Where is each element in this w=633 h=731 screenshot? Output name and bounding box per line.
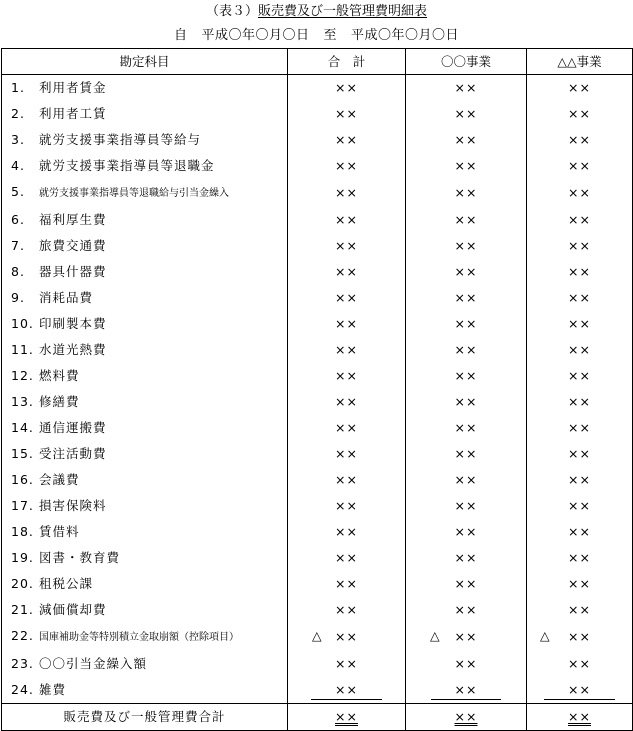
total-label: 販売費及び一般管理費合計 — [2, 704, 288, 731]
row-value-text: ×× — [454, 185, 478, 200]
table-row — [2, 179, 633, 207]
period-to-date: 平成〇年〇月〇日 — [351, 28, 460, 43]
row-value — [406, 311, 527, 337]
row-value-text: ×× — [568, 158, 591, 173]
row-value-text: ×× — [335, 342, 358, 357]
row-value-text: ×× — [335, 238, 358, 253]
row-number: 2. — [11, 106, 25, 121]
row-value-text: ×× — [454, 629, 478, 644]
row-value-text: ×× — [454, 80, 478, 95]
row-value — [288, 389, 406, 415]
row-value-text: ×× — [568, 238, 591, 253]
row-value — [406, 519, 527, 545]
row-value — [288, 467, 406, 493]
row-value — [406, 467, 527, 493]
row-value — [527, 415, 633, 441]
table-row — [2, 677, 633, 704]
row-value — [288, 207, 406, 233]
table-row — [2, 623, 633, 651]
row-value-text: ×× — [335, 524, 358, 539]
row-value — [288, 571, 406, 597]
row-label — [2, 233, 288, 259]
row-value — [288, 441, 406, 467]
row-value-text: ×× — [568, 629, 591, 644]
row-value-text: ×× — [335, 158, 358, 173]
row-account-name: 燃料費 — [39, 368, 80, 383]
row-value-text: ×× — [454, 290, 478, 305]
row-value-text: ×× — [335, 472, 358, 487]
row-account-name: 図書・教育費 — [39, 550, 121, 565]
total-value-text: ×× — [335, 709, 358, 724]
total-value-text: ×× — [568, 709, 591, 724]
table-row — [2, 651, 633, 677]
row-value — [406, 597, 527, 623]
negative-mark-icon: △ — [312, 628, 323, 643]
row-value-text: ×× — [568, 576, 591, 591]
row-label — [2, 259, 288, 285]
row-value-text: ×× — [568, 132, 591, 147]
row-value — [527, 337, 633, 363]
row-label — [2, 677, 288, 704]
row-value-text: ×× — [568, 185, 591, 200]
row-value — [406, 285, 527, 311]
row-label — [2, 179, 288, 207]
header-account: 勘定科目 — [2, 49, 288, 75]
row-value — [527, 651, 633, 677]
table-row — [2, 363, 633, 389]
row-number: 9. — [11, 290, 25, 305]
row-value-text: ×× — [335, 420, 358, 435]
row-label — [2, 519, 288, 545]
row-value-text: ×× — [335, 80, 358, 95]
row-value-text: ×× — [568, 316, 591, 331]
row-number: 23. — [11, 656, 34, 671]
row-value — [527, 441, 633, 467]
row-value-text: ×× — [335, 132, 358, 147]
row-account-name: 賃借料 — [39, 524, 80, 539]
row-value — [288, 75, 406, 102]
row-value — [527, 597, 633, 623]
row-value — [406, 677, 527, 704]
table-row — [2, 285, 633, 311]
row-account-name: 旅費交通費 — [39, 238, 107, 253]
row-value — [527, 493, 633, 519]
row-account-name: 就労支援事業指導員等給与 — [39, 132, 202, 147]
row-value — [406, 337, 527, 363]
table-row — [2, 101, 633, 127]
row-value-text: ×× — [568, 420, 591, 435]
row-value-text: ×× — [454, 212, 478, 227]
total-value — [527, 704, 633, 731]
header-total: 合 計 — [288, 49, 406, 75]
row-value — [527, 101, 633, 127]
row-value — [288, 415, 406, 441]
row-value — [288, 651, 406, 677]
row-number: 7. — [11, 238, 25, 253]
row-value — [406, 153, 527, 179]
table-row — [2, 467, 633, 493]
row-number: 17. — [11, 498, 34, 513]
row-value-text: ×× — [454, 238, 478, 253]
row-account-name: 通信運搬費 — [39, 420, 107, 435]
negative-mark-icon: △ — [540, 628, 551, 643]
table-body — [2, 75, 633, 731]
expense-table — [1, 48, 633, 731]
row-number: 14. — [11, 420, 34, 435]
row-value — [406, 233, 527, 259]
row-value-text: ×× — [568, 264, 591, 279]
row-value-text: ×× — [568, 212, 591, 227]
negative-mark-icon: △ — [430, 628, 441, 643]
row-value-text: ×× — [454, 550, 478, 565]
row-number: 13. — [11, 394, 34, 409]
row-number: 18. — [11, 524, 34, 539]
row-label — [2, 493, 288, 519]
row-number: 15. — [11, 446, 34, 461]
table-row — [2, 153, 633, 179]
row-value-text: ×× — [568, 656, 591, 671]
title-prefix: （表３） — [205, 4, 258, 19]
total-row — [2, 704, 633, 731]
row-value — [406, 389, 527, 415]
table-row — [2, 259, 633, 285]
row-number: 5. — [11, 184, 25, 199]
row-account-name: 印刷製本費 — [39, 316, 107, 331]
row-value-text: ×× — [335, 316, 358, 331]
row-account-name: 福利厚生費 — [39, 212, 107, 227]
row-account-name: 水道光熱費 — [39, 342, 107, 357]
row-value — [288, 153, 406, 179]
row-account-name: 就労支援事業指導員等退職金 — [39, 158, 215, 173]
row-value-text: ×× — [454, 342, 478, 357]
table-row — [2, 389, 633, 415]
table-row — [2, 571, 633, 597]
row-number: 20. — [11, 576, 34, 591]
row-value-text: ×× — [454, 158, 478, 173]
row-label — [2, 441, 288, 467]
row-value-text: ×× — [568, 677, 591, 703]
row-number: 16. — [11, 472, 34, 487]
table-row — [2, 233, 633, 259]
row-value-text: ×× — [335, 677, 358, 703]
row-value — [406, 179, 527, 207]
row-value — [527, 389, 633, 415]
row-number: 6. — [11, 212, 25, 227]
row-value — [406, 363, 527, 389]
period-to-label: 至 — [323, 28, 338, 43]
row-value — [527, 311, 633, 337]
row-value-text: ×× — [568, 394, 591, 409]
row-value — [406, 101, 527, 127]
row-account-name: 利用者賃金 — [39, 80, 107, 95]
row-value — [527, 571, 633, 597]
row-value-text: ×× — [568, 80, 591, 95]
row-value — [527, 363, 633, 389]
total-value — [288, 704, 406, 731]
row-value-text: ×× — [454, 446, 478, 461]
row-label — [2, 285, 288, 311]
row-account-name: 就労支援事業指導員等退職給与引当金繰入 — [39, 188, 229, 199]
row-account-name: 減価償却費 — [39, 602, 107, 617]
row-number: 1. — [11, 80, 25, 95]
row-label — [2, 75, 288, 102]
row-label — [2, 651, 288, 677]
row-number: 3. — [11, 132, 25, 147]
row-value — [406, 651, 527, 677]
row-account-name: 器具什器費 — [39, 264, 107, 279]
row-value-text: ×× — [454, 656, 478, 671]
row-value — [288, 285, 406, 311]
row-value — [288, 493, 406, 519]
row-value-text: ×× — [568, 106, 591, 121]
row-value — [527, 259, 633, 285]
row-value-text: ×× — [568, 498, 591, 513]
row-label — [2, 363, 288, 389]
row-value-text: ×× — [568, 602, 591, 617]
row-value-text: ×× — [454, 106, 478, 121]
row-label — [2, 311, 288, 337]
row-label — [2, 597, 288, 623]
row-value-text: ×× — [455, 677, 478, 703]
row-value-text: ×× — [454, 132, 478, 147]
row-value-text: ×× — [568, 342, 591, 357]
row-value-text: ×× — [335, 368, 358, 383]
row-account-name: 〇〇引当金繰入額 — [39, 656, 148, 671]
table-row — [2, 311, 633, 337]
total-value — [406, 704, 527, 731]
row-value — [288, 311, 406, 337]
row-value-text: ×× — [454, 316, 478, 331]
row-value — [406, 259, 527, 285]
row-label — [2, 623, 288, 651]
header-business-1: 〇〇事業 — [406, 49, 527, 75]
row-value-text: ×× — [454, 368, 478, 383]
row-value-text: ×× — [568, 290, 591, 305]
row-value — [288, 179, 406, 207]
row-value-text: ×× — [454, 524, 478, 539]
table-row — [2, 493, 633, 519]
row-value — [527, 127, 633, 153]
row-value — [406, 207, 527, 233]
row-account-name: 損害保険料 — [39, 498, 107, 513]
row-value — [527, 623, 633, 651]
period-from-label: 自 — [173, 28, 188, 43]
row-value-text: ×× — [568, 550, 591, 565]
row-value-text: ×× — [335, 264, 358, 279]
row-number: 22. — [11, 628, 34, 643]
row-account-name: 雑費 — [39, 682, 67, 697]
row-value — [406, 127, 527, 153]
row-value-text: ×× — [335, 629, 358, 644]
row-label — [2, 101, 288, 127]
row-number: 8. — [11, 264, 25, 279]
row-value — [406, 75, 527, 102]
row-value — [527, 207, 633, 233]
row-value — [288, 337, 406, 363]
row-account-name: 会議費 — [39, 472, 80, 487]
row-value — [527, 179, 633, 207]
table-row — [2, 337, 633, 363]
row-number: 11. — [11, 342, 34, 357]
row-value — [288, 127, 406, 153]
table-row — [2, 75, 633, 102]
table-row — [2, 597, 633, 623]
row-value — [288, 677, 406, 704]
row-value — [527, 545, 633, 571]
row-value-text: ×× — [568, 472, 591, 487]
row-number: 19. — [11, 550, 34, 565]
row-account-name: 修繕費 — [39, 394, 80, 409]
row-value — [527, 285, 633, 311]
row-account-name: 消耗品費 — [39, 290, 94, 305]
table-row — [2, 441, 633, 467]
row-label — [2, 127, 288, 153]
row-label — [2, 207, 288, 233]
row-value — [527, 75, 633, 102]
row-account-name: 受注活動費 — [39, 446, 107, 461]
row-value-text: ×× — [335, 576, 358, 591]
row-value — [406, 571, 527, 597]
row-value-text: ×× — [454, 394, 478, 409]
row-account-name: 国庫補助金等特別積立金取崩額（控除項目） — [39, 632, 239, 643]
row-value-text: ×× — [568, 368, 591, 383]
table-row — [2, 415, 633, 441]
row-value — [406, 545, 527, 571]
row-number: 12. — [11, 368, 34, 383]
row-label — [2, 545, 288, 571]
title-main: 販売費及び一般管理費明細表 — [258, 4, 428, 19]
row-label — [2, 467, 288, 493]
row-number: 4. — [11, 158, 25, 173]
row-value — [527, 233, 633, 259]
row-value — [288, 545, 406, 571]
row-number: 21. — [11, 602, 34, 617]
row-value-text: ×× — [568, 446, 591, 461]
row-value-text: ×× — [454, 602, 478, 617]
row-label — [2, 415, 288, 441]
document-title — [0, 3, 633, 21]
row-number: 24. — [11, 682, 34, 697]
row-label — [2, 571, 288, 597]
row-value-text: ×× — [454, 264, 478, 279]
header-business-2: △△事業 — [527, 49, 633, 75]
row-value — [406, 623, 527, 651]
row-value — [527, 153, 633, 179]
table-row — [2, 207, 633, 233]
row-value-text: ×× — [335, 212, 358, 227]
row-value — [406, 441, 527, 467]
row-value-text: ×× — [335, 498, 358, 513]
row-value-text: ×× — [335, 106, 358, 121]
row-value — [288, 597, 406, 623]
total-value-text: ×× — [454, 709, 478, 724]
row-value — [288, 101, 406, 127]
row-account-name: 租税公課 — [39, 576, 94, 591]
table-row — [2, 519, 633, 545]
row-value-text: ×× — [335, 394, 358, 409]
row-value-text: ×× — [335, 185, 358, 200]
table-row — [2, 545, 633, 571]
row-value-text: ×× — [335, 602, 358, 617]
row-value-text: ×× — [335, 550, 358, 565]
row-label — [2, 153, 288, 179]
row-value — [406, 415, 527, 441]
row-value — [288, 519, 406, 545]
period-from-date: 平成〇年〇月〇日 — [201, 28, 310, 43]
row-number: 10. — [11, 316, 34, 331]
row-value-text: ×× — [454, 498, 478, 513]
row-value — [527, 467, 633, 493]
period-line — [0, 27, 633, 45]
row-value-text: ×× — [335, 446, 358, 461]
row-value-text: ×× — [335, 656, 358, 671]
row-value — [527, 677, 633, 704]
row-value — [288, 363, 406, 389]
row-value-text: ×× — [454, 576, 478, 591]
row-value — [288, 623, 406, 651]
row-account-name: 利用者工賃 — [39, 106, 107, 121]
row-value-text: ×× — [568, 524, 591, 539]
row-label — [2, 389, 288, 415]
header-row — [2, 49, 633, 75]
table-row — [2, 127, 633, 153]
row-value — [288, 259, 406, 285]
row-label — [2, 337, 288, 363]
row-value — [288, 233, 406, 259]
row-value — [406, 493, 527, 519]
row-value-text: ×× — [454, 420, 478, 435]
row-value-text: ×× — [454, 472, 478, 487]
row-value — [527, 519, 633, 545]
row-value-text: ×× — [335, 290, 358, 305]
